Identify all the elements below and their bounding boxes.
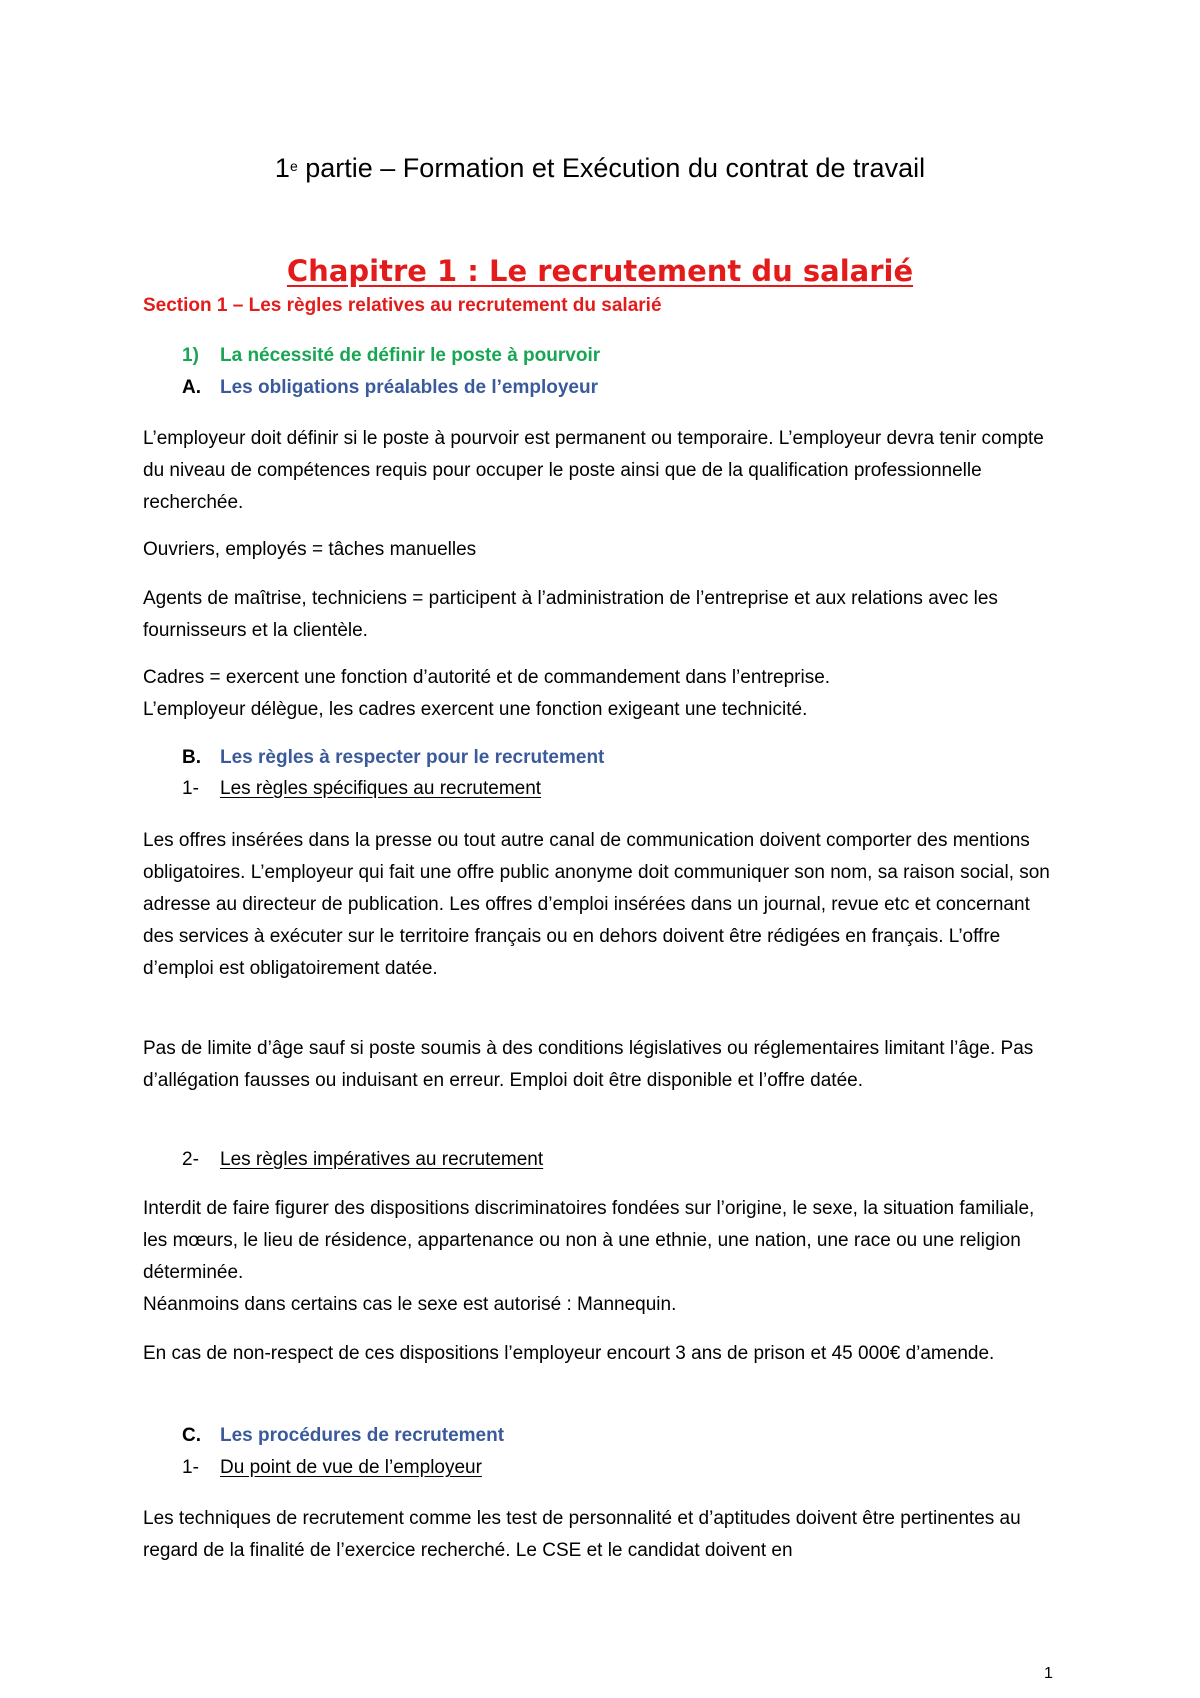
paragraph-limite-age: Pas de limite d’âge sauf si poste soumis à des conditions législatives ou réglementaires limitant l’âge. Pas d’allégation fausses ou induisant en erreur. Emploi doit être disponible et l’offre datée.: [143, 1038, 1034, 1091]
heading-b1-specifiques: 1- Les règles spécifiques au recrutement: [182, 778, 542, 799]
part-title-superscript: e: [289, 158, 298, 174]
paragraph-sanctions: En cas de non-respect de ces dispositions l’employeur encourt 3 ans de prison et 45 000€ d’amende.: [143, 1343, 995, 1364]
heading-b-regles: B. Les règles à respecter pour le recrutement: [182, 747, 605, 768]
heading-1-necessite: 1) La nécessité de définir le poste à pourvoir: [182, 345, 601, 366]
page-number: 1: [1044, 1665, 1053, 1682]
heading-a-obligations: A. Les obligations préalables de l’employeur: [182, 377, 598, 398]
paragraph-agents-maitrise: Agents de maîtrise, techniciens = participent à l’administration de l’entreprise et aux relations avec les fournisseurs et la clientèle.: [143, 588, 998, 641]
heading-c-procedures: C. Les procédures de recrutement: [182, 1425, 505, 1446]
paragraph-cadres: Cadres = exercent une fonction d’autorité et de commandement dans l’entreprise. L’employeur délègue, les cadres exercent une fonction exigeant une technicité.: [143, 667, 831, 720]
paragraph-discrimination: Interdit de faire figurer des dispositions discriminatoires fondées sur l’origine, le sexe, la situation familiale, les mœurs, le lieu de résidence, appartenance ou non à une ethnie, une nation, une race ou une religion déterminée. Néanmoins dans certains cas le sexe est autorisé : Mannequin.: [143, 1198, 1035, 1315]
chapter-title: Chapitre 1 : Le recrutement du salarié: [286, 254, 914, 288]
section-title: Section 1 – Les règles relatives au recrutement du salarié: [143, 295, 662, 316]
heading-c1-employeur: 1- Du point de vue de l’employeur: [182, 1457, 482, 1478]
paragraph-techniques-recrutement: Les techniques de recrutement comme les test de personnalité et d’aptitudes doivent être pertinentes au regard de la finalité de l’exercice recherché. Le CSE et le candidat doivent en: [143, 1508, 1021, 1561]
heading-b2-imperatives: 2- Les règles impératives au recrutement: [182, 1149, 544, 1170]
paragraph-ouvriers: Ouvriers, employés = tâches manuelles: [143, 539, 477, 560]
paragraph-definition-poste: L’employeur doit définir si le poste à pourvoir est permanent ou temporaire. L’employeur devra tenir compte du niveau de compétences requis pour occuper le poste ainsi que de la qualification professionnelle recherchée.: [143, 428, 1044, 513]
part-title: 1e partie – Formation et Exécution du contrat de travail: [274, 153, 926, 183]
paragraph-offres-presse: Les offres insérées dans la presse ou tout autre canal de communication doivent comporter des mentions obligatoires. L’employeur qui fait une offre public anonyme doit communiquer son nom, sa raison social, son adresse au directeur de publication. Les offres d’emploi insérées dans un journal, revue etc et concernant des services à exécuter sur le territoire français ou en dehors doivent être rédigées en français. L’offre d’emploi est obligatoirement datée.: [143, 830, 1050, 979]
